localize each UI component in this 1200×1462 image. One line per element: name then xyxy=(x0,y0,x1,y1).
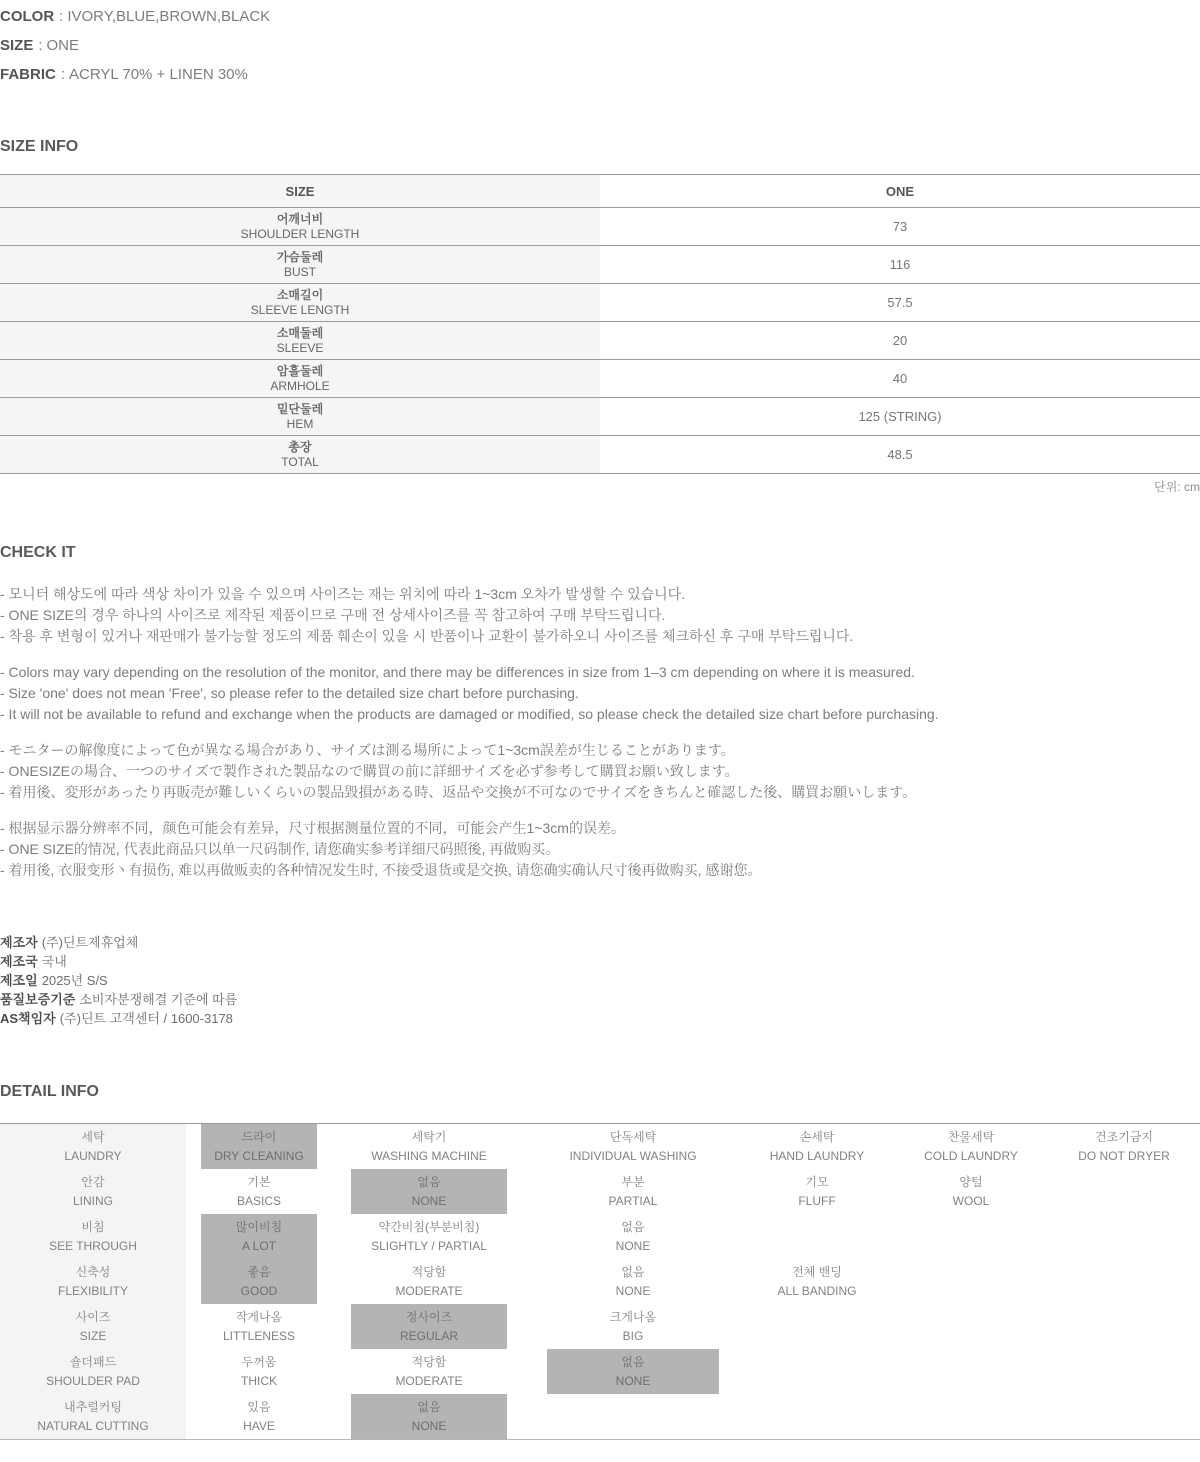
detail-option xyxy=(332,1214,526,1259)
detail-option-ko: 단독세탁 xyxy=(609,1129,657,1144)
detail-table-row xyxy=(0,1349,1200,1394)
detail-option-cell xyxy=(186,1394,332,1439)
product-attribute-value: ONE xyxy=(46,37,80,54)
check-note-line: - 모니터 해상도에 따라 색상 차이가 있을 수 있으며 사이즈는 재는 위치에 따라 1~3cm 오차가 발생할 수 있습니다. xyxy=(0,586,686,602)
size-table-row xyxy=(0,435,1200,473)
check-note-line: - 着用後、変形があったり再販売が難しいくらいの製品毀損がある時、返品や交換が不可なのでサイズをきちんと確認した後、購買お願いします。 xyxy=(0,784,917,800)
check-it-heading: CHECK IT xyxy=(0,544,76,561)
size-measure-label xyxy=(0,284,600,321)
detail-option-ko: 크게나옴 xyxy=(609,1309,657,1324)
detail-option xyxy=(332,1259,526,1304)
detail-option xyxy=(186,1304,332,1349)
product-attribute-line xyxy=(0,64,1200,86)
size-table-row xyxy=(0,359,1200,397)
size-table-header-label: SIZE xyxy=(0,175,600,207)
detail-option-en: MODERATE xyxy=(395,1373,463,1388)
check-note-line: - Colors may vary depending on the resolution of the monitor, and there may be differences in size from 1–3 cm depending on where it is measured. xyxy=(0,664,915,680)
detail-option-en: BASICS xyxy=(236,1193,281,1208)
detail-option-ko: 없음 xyxy=(417,1399,441,1414)
detail-option-cell xyxy=(1048,1214,1200,1259)
detail-option-cell xyxy=(894,1124,1048,1169)
detail-category-label xyxy=(0,1259,186,1304)
detail-category-label-en: SIZE xyxy=(79,1328,107,1343)
check-note-line: - 착용 후 변형이 있거나 재판매가 불가능할 정도의 제품 훼손이 있을 시 반품이나 교환이 불가하오니 사이즈를 체크하신 후 구매 부탁드립니다. xyxy=(0,628,854,644)
manufacturer-value: 국내 xyxy=(41,954,67,969)
detail-category-label xyxy=(0,1124,186,1169)
detail-option xyxy=(740,1124,894,1169)
detail-option-ko: 손세탁 xyxy=(799,1129,835,1144)
product-attribute-value: IVORY,BLUE,BROWN,BLACK xyxy=(67,8,271,25)
manufacturer-line xyxy=(0,971,1200,990)
detail-category-label-en: SEE THROUGH xyxy=(49,1238,137,1253)
manufacturer-label: 제조자 xyxy=(0,935,38,950)
detail-option-cell xyxy=(332,1169,526,1214)
detail-option-cell xyxy=(894,1394,1048,1439)
separator: : xyxy=(60,66,66,83)
detail-option-ko: 건조기금지 xyxy=(1095,1129,1153,1144)
detail-option-cell xyxy=(740,1214,894,1259)
size-measure-label-ko: 가슴둘레 xyxy=(276,249,324,264)
separator: : xyxy=(38,37,43,54)
detail-option-en: NONE xyxy=(615,1373,651,1388)
detail-option-cell xyxy=(740,1259,894,1304)
detail-option-cell xyxy=(894,1169,1048,1214)
detail-option-cell xyxy=(186,1169,332,1214)
size-table-row xyxy=(0,283,1200,321)
detail-category-label-ko: 신축성 xyxy=(75,1264,111,1279)
size-measure-label xyxy=(0,436,600,473)
separator: : xyxy=(59,8,64,25)
check-note-line: - It will not be available to refund and exchange when the products are damaged or modified, so please check the detailed size chart before purchasing. xyxy=(0,706,939,722)
detail-category-label-en: FLEXIBILITY xyxy=(57,1283,129,1298)
size-table-header-value: ONE xyxy=(885,183,915,199)
detail-option-en: REGULAR xyxy=(399,1328,458,1343)
size-measure-label-en: SLEEVE xyxy=(276,340,324,355)
detail-option-ko: 기본 xyxy=(247,1174,271,1189)
size-measure-label-ko: 밑단둘레 xyxy=(276,401,324,416)
detail-option-en: GOOD xyxy=(240,1283,278,1298)
detail-option-en: MODERATE xyxy=(395,1283,463,1298)
detail-option-cell xyxy=(526,1394,740,1439)
size-measure-label xyxy=(0,360,600,397)
check-note-line: - モニターの解像度によって色が異なる場合があり、サイズは測る場所によって1~3cm誤差が生じることがあります。 xyxy=(0,742,735,758)
check-note-line: - Size 'one' does not mean 'Free', so please refer to the detailed size chart before purchasing. xyxy=(0,685,579,701)
detail-option-cell xyxy=(1048,1349,1200,1394)
product-attribute-label: SIZE xyxy=(0,37,34,54)
detail-option-ko: 없음 xyxy=(621,1219,645,1234)
detail-option-cell xyxy=(332,1349,526,1394)
detail-option-en: NONE xyxy=(615,1238,651,1253)
detail-option-cell xyxy=(526,1214,740,1259)
manufacturer-value: (주)딘트제휴업체 xyxy=(41,935,139,950)
detail-option-en: A LOT xyxy=(241,1238,276,1253)
size-measure-label-en: SLEEVE LENGTH xyxy=(250,302,350,317)
detail-option-en: DRY CLEANING xyxy=(214,1148,304,1163)
detail-option-cell xyxy=(332,1304,526,1349)
detail-option-en: SLIGHTLY / PARTIAL xyxy=(371,1238,487,1253)
manufacturer-value: (주)딘트 고객센터 / 1600-3178 xyxy=(59,1011,233,1026)
product-attribute-value: ACRYL 70% + LINEN 30% xyxy=(69,66,248,83)
detail-option-cell xyxy=(526,1124,740,1169)
detail-option xyxy=(526,1214,740,1259)
detail-option-ko: 약간비침(부분비침) xyxy=(378,1219,480,1234)
size-table-row xyxy=(0,321,1200,359)
manufacturer-label: 제조일 xyxy=(0,973,38,988)
detail-option xyxy=(186,1349,332,1394)
detail-option-en: WASHING MACHINE xyxy=(371,1148,487,1163)
detail-option-ko: 많이비침 xyxy=(235,1219,283,1234)
manufacturer-value: 2025년 S/S xyxy=(41,973,108,988)
manufacturer-line xyxy=(0,990,1200,1009)
detail-option xyxy=(186,1169,332,1214)
detail-option-en: PARTIAL xyxy=(608,1193,658,1208)
detail-info-table xyxy=(0,1123,1200,1440)
manufacturer-value: 소비자분쟁해결 기준에 따름 xyxy=(79,992,238,1007)
size-measure-label xyxy=(0,322,600,359)
check-note-line: - ONE SIZE的情况, 代表此商品只以单一尺码制作, 请您确实参考详细尺码照後, 再做购买。 xyxy=(0,841,560,857)
detail-option xyxy=(526,1259,740,1304)
size-measure-label-en: BUST xyxy=(283,264,316,279)
product-attribute-line xyxy=(0,35,1200,57)
size-measure-label-ko: 총장 xyxy=(288,439,312,454)
detail-option-en: INDIVIDUAL WASHING xyxy=(569,1148,697,1163)
detail-option-en: NONE xyxy=(615,1283,651,1298)
detail-option-cell xyxy=(332,1394,526,1439)
detail-option-ko: 있음 xyxy=(247,1399,271,1414)
detail-option-cell xyxy=(526,1349,740,1394)
detail-option-cell xyxy=(526,1169,740,1214)
detail-option-ko: 양털 xyxy=(959,1174,983,1189)
detail-category-label-ko: 안감 xyxy=(81,1174,105,1189)
product-attribute-line xyxy=(0,6,1200,28)
detail-option xyxy=(894,1124,1048,1169)
size-measure-value: 125 (STRING) xyxy=(858,409,942,424)
size-table-header xyxy=(0,175,1200,207)
check-note-group xyxy=(0,818,1200,881)
detail-option-cell xyxy=(1048,1259,1200,1304)
check-note-group xyxy=(0,662,1200,725)
detail-option-cell xyxy=(186,1124,332,1169)
detail-category-label-en: SHOULDER PAD xyxy=(46,1373,140,1388)
detail-option-en: WOOL xyxy=(952,1193,990,1208)
detail-option-ko: 좋음 xyxy=(247,1264,271,1279)
detail-option-selected xyxy=(547,1349,718,1394)
size-measure-label-ko: 암홀둘레 xyxy=(276,363,324,378)
detail-category-label xyxy=(0,1394,186,1439)
size-measure-value: 116 xyxy=(889,257,911,272)
detail-option-ko: 적당함 xyxy=(411,1354,447,1369)
product-attribute-label: COLOR xyxy=(0,8,55,25)
size-table xyxy=(0,174,1200,474)
detail-category-label-ko: 비침 xyxy=(81,1219,105,1234)
detail-option-en: HAVE xyxy=(243,1418,275,1433)
detail-option-cell xyxy=(894,1304,1048,1349)
size-measure-label-ko: 소매둘레 xyxy=(276,325,324,340)
size-measure-value: 57.5 xyxy=(887,295,913,310)
detail-option-en: COLD LAUNDRY xyxy=(924,1148,1018,1163)
detail-option-en: HAND LAUNDRY xyxy=(769,1148,865,1163)
detail-option-en: NONE xyxy=(411,1418,447,1433)
check-note-line: - ONESIZEの場合、一つのサイズで製作された製品なので購買の前に詳細サイズを必ず参考して購買お願い致します。 xyxy=(0,763,739,779)
size-measure-label-en: TOTAL xyxy=(281,454,319,469)
detail-category-label-ko: 숄더패드 xyxy=(69,1354,117,1369)
detail-table-row xyxy=(0,1304,1200,1349)
check-note-line: - 根据显示器分辨率不同，颜色可能会有差异，尺寸根据测量位置的不同，可能会产生1~3cm的误差。 xyxy=(0,820,625,836)
detail-option xyxy=(186,1394,332,1439)
detail-option xyxy=(740,1169,894,1214)
manufacturer-label: AS책임자 xyxy=(0,1011,56,1026)
detail-option-cell xyxy=(894,1259,1048,1304)
detail-option-cell xyxy=(332,1214,526,1259)
detail-option-cell xyxy=(740,1304,894,1349)
size-measure-label-ko: 소매길이 xyxy=(276,287,324,302)
product-summary xyxy=(0,0,1200,86)
detail-option-cell xyxy=(332,1124,526,1169)
check-note-line: - ONE SIZE의 경우 하나의 사이즈로 제작된 제품이므로 구매 전 상세사이즈를 꼭 참고하여 구매 부탁드립니다. xyxy=(0,607,666,623)
detail-option-selected xyxy=(351,1169,506,1214)
size-measure-label xyxy=(0,208,600,245)
detail-option-en: NONE xyxy=(411,1193,447,1208)
size-measure-label-en: HEM xyxy=(286,416,314,431)
detail-category-label-en: LAUNDRY xyxy=(64,1148,122,1163)
manufacturer-label: 품질보증기준 xyxy=(0,992,76,1007)
size-measure-value: 73 xyxy=(892,219,908,234)
detail-option-ko: 두꺼움 xyxy=(241,1354,277,1369)
detail-option-ko: 작게나옴 xyxy=(235,1309,283,1324)
detail-category-label-en: LINING xyxy=(72,1193,113,1208)
detail-option-cell xyxy=(894,1214,1048,1259)
check-note-line: - 着用後, 衣服变形丶有损伤, 难以再做贩卖的各种情况发生时, 不接受退货或是交换, 请您确实确认尺寸後再做购买, 感谢您。 xyxy=(0,862,762,878)
detail-option-ko: 세탁기 xyxy=(411,1129,447,1144)
detail-category-label-en: NATURAL CUTTING xyxy=(37,1418,149,1433)
manufacturer-line xyxy=(0,952,1200,971)
detail-option-ko: 없음 xyxy=(417,1174,441,1189)
detail-option-cell xyxy=(332,1259,526,1304)
check-note-group xyxy=(0,740,1200,803)
detail-option-cell xyxy=(1048,1124,1200,1169)
detail-category-label xyxy=(0,1304,186,1349)
detail-option-cell xyxy=(526,1304,740,1349)
detail-option xyxy=(332,1349,526,1394)
detail-table-row xyxy=(0,1214,1200,1259)
detail-option-cell xyxy=(740,1394,894,1439)
detail-table-row xyxy=(0,1259,1200,1304)
detail-option-cell xyxy=(740,1349,894,1394)
size-table-row xyxy=(0,397,1200,435)
detail-option-cell xyxy=(186,1259,332,1304)
detail-option xyxy=(526,1169,740,1214)
size-measure-label-en: ARMHOLE xyxy=(270,378,330,393)
detail-table-row xyxy=(0,1394,1200,1439)
detail-option-ko: 드라이 xyxy=(241,1129,277,1144)
detail-info-heading: DETAIL INFO xyxy=(0,1083,99,1100)
detail-option-selected xyxy=(201,1259,318,1304)
manufacturer-info xyxy=(0,933,1200,1028)
detail-option-en: BIG xyxy=(622,1328,644,1343)
detail-table-row xyxy=(0,1124,1200,1169)
detail-option-selected xyxy=(201,1214,318,1259)
detail-option-en: ALL BANDING xyxy=(777,1283,857,1298)
size-table-row xyxy=(0,207,1200,245)
size-table-row xyxy=(0,245,1200,283)
detail-option-cell xyxy=(740,1169,894,1214)
detail-option-cell xyxy=(1048,1304,1200,1349)
size-measure-label-ko: 어깨너비 xyxy=(276,211,324,226)
detail-option xyxy=(526,1124,740,1169)
detail-option-en: FLUFF xyxy=(798,1193,836,1208)
check-note-group xyxy=(0,584,1200,647)
detail-option-ko: 기모 xyxy=(805,1174,829,1189)
detail-option-en: LITTLENESS xyxy=(222,1328,296,1343)
detail-option-selected xyxy=(201,1124,318,1169)
detail-option-ko: 부분 xyxy=(621,1174,645,1189)
size-measure-value: 20 xyxy=(892,333,908,348)
detail-category-label xyxy=(0,1349,186,1394)
detail-option-cell xyxy=(526,1259,740,1304)
detail-category-label-ko: 사이즈 xyxy=(75,1309,111,1324)
detail-option-cell xyxy=(1048,1169,1200,1214)
detail-option-cell xyxy=(186,1349,332,1394)
size-measure-value: 40 xyxy=(892,371,908,386)
product-attribute-label: FABRIC xyxy=(0,66,56,83)
detail-option-ko: 전체 밴딩 xyxy=(792,1264,842,1279)
detail-option-cell xyxy=(186,1214,332,1259)
size-measure-label-en: SHOULDER LENGTH xyxy=(240,226,360,241)
detail-option xyxy=(526,1304,740,1349)
size-measure-label xyxy=(0,246,600,283)
size-measure-value: 48.5 xyxy=(887,447,913,462)
detail-option-en: THICK xyxy=(241,1373,277,1388)
detail-category-label-ko: 내추럴커팅 xyxy=(64,1399,122,1414)
detail-category-label-ko: 세탁 xyxy=(81,1129,105,1144)
manufacturer-line xyxy=(0,933,1200,952)
detail-option-ko: 없음 xyxy=(621,1354,645,1369)
detail-option-cell xyxy=(894,1349,1048,1394)
detail-option xyxy=(1048,1124,1200,1169)
detail-option-en: DO NOT DRYER xyxy=(1078,1148,1170,1163)
detail-option-selected xyxy=(351,1394,506,1439)
size-measure-label xyxy=(0,398,600,435)
detail-option xyxy=(332,1124,526,1169)
unit-note: 단위: cm xyxy=(1154,480,1200,494)
detail-category-label xyxy=(0,1214,186,1259)
check-it-notes xyxy=(0,584,1200,881)
detail-option-ko: 정사이즈 xyxy=(405,1309,453,1324)
detail-table-row xyxy=(0,1169,1200,1214)
detail-option-ko: 없음 xyxy=(621,1264,645,1279)
size-info-heading: SIZE INFO xyxy=(0,138,79,155)
detail-option-ko: 찬물세탁 xyxy=(947,1129,995,1144)
detail-option xyxy=(894,1169,1048,1214)
detail-option-ko: 적당함 xyxy=(411,1264,447,1279)
detail-option-cell xyxy=(1048,1394,1200,1439)
manufacturer-line xyxy=(0,1009,1200,1028)
detail-option-cell xyxy=(740,1124,894,1169)
detail-option xyxy=(740,1259,894,1304)
detail-option-selected xyxy=(351,1304,506,1349)
detail-option-cell xyxy=(186,1304,332,1349)
detail-category-label xyxy=(0,1169,186,1214)
manufacturer-label: 제조국 xyxy=(0,954,38,969)
